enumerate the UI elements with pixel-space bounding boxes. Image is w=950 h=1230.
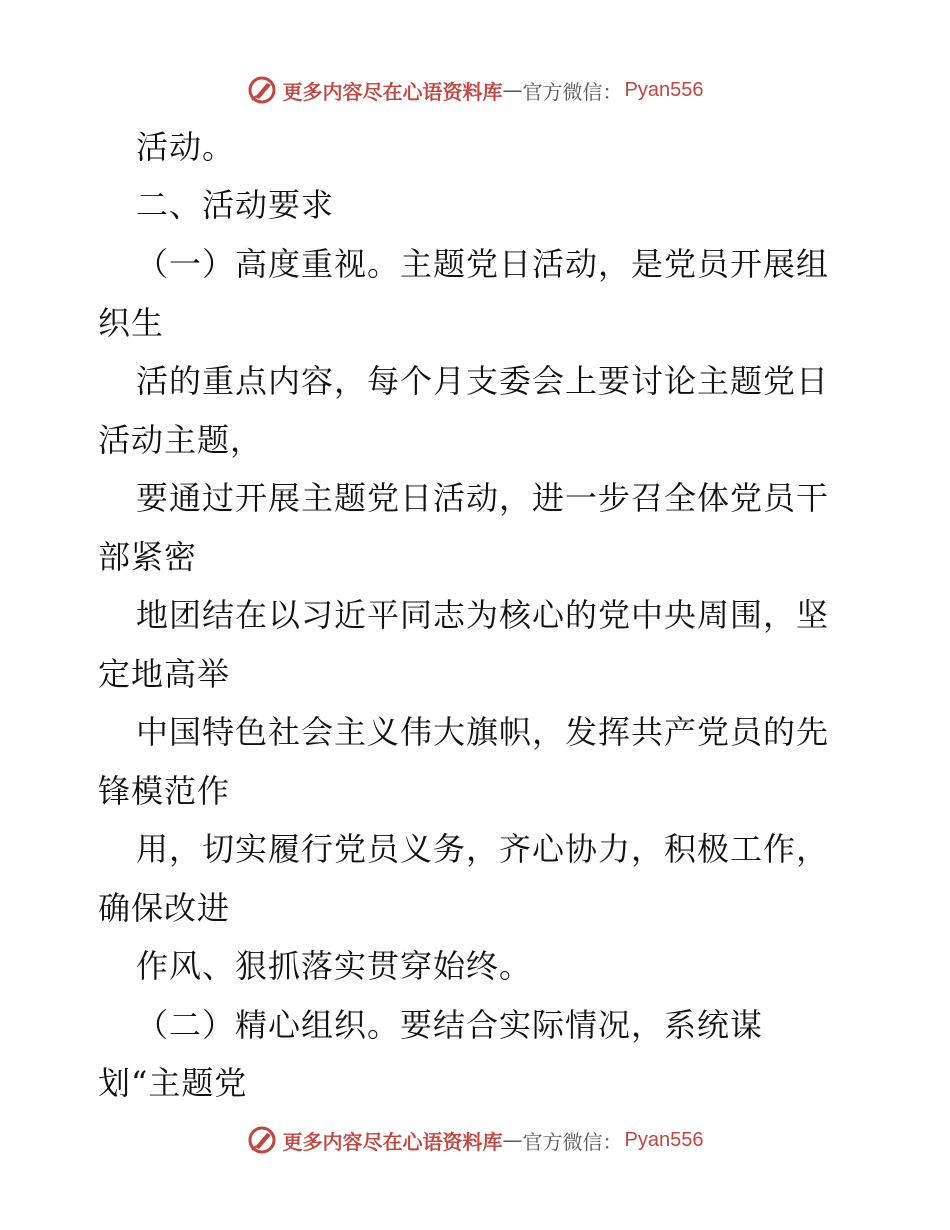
header-dash: — [502,78,523,102]
body-line: （二）精心组织。要结合实际情况，系统谋 [136,1006,764,1044]
body-line: 用，切实履行党员义务，齐心协力，积极工作， [136,830,830,868]
body-line: 织生 [98,304,165,342]
header-wechat-label: 官方微信： [522,79,623,104]
body-line: 划“主题党 [98,1064,248,1102]
body-line: 活动。 [136,128,236,166]
pen-circle-logo-icon [247,1125,277,1155]
body-line: 部紧密 [98,538,198,576]
footer-wechat-label: 官方微信： [522,1129,623,1154]
header-banner [0,70,950,110]
body-line: 定地高举 [98,655,231,693]
header-site-text: 更多内容尽在心语资料库 [282,79,503,104]
body-line: 地团结在以习近平同志为核心的党中央周围，坚 [136,596,830,634]
section-heading: 二、活动要求 [136,186,335,224]
body-line: 中国特色社会主义伟大旗帜，发挥共产党员的先 [136,713,830,751]
body-line: 作风、狠抓落实贯穿始终。 [136,947,533,985]
body-line: 确保改进 [98,889,231,927]
footer-banner [0,1120,950,1160]
footer-site-text: 更多内容尽在心语资料库 [282,1129,503,1154]
body-line: 活动主题， [98,421,264,459]
body-line: 要通过开展主题党日活动，进一步召全体党员干 [136,479,830,517]
header-wechat-id: Pyan556 [624,78,704,101]
body-line: （一）高度重视。主题党日活动，是党员开展组 [136,245,830,283]
pen-circle-logo-icon [247,75,277,105]
footer-wechat-id: Pyan556 [624,1128,704,1151]
body-line: 锋模范作 [98,772,231,810]
footer-dash: — [502,1128,523,1152]
body-line: 活的重点内容，每个月支委会上要讨论主题党日 [136,362,830,400]
